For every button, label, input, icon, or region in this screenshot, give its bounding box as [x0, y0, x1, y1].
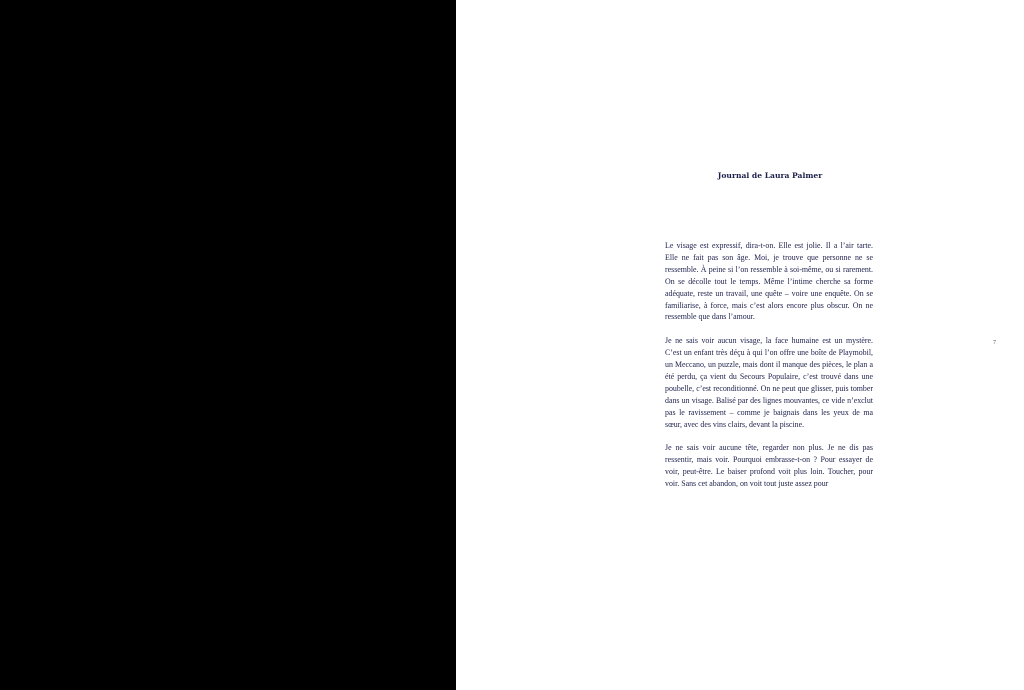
- document-title: Journal de Laura Palmer: [717, 171, 823, 180]
- paragraph-2: Je ne sais voir aucun visage, la face humaine est un mystère. C’est un enfant très déçu à qui l’on offre une boîte de Playmobil, un Meccano, un puzzle, mais dont il manque des pièces, le plan a été perdu, ça vient du Secours Populaire, c’est trouvé dans une poubelle, c’est reconditionné. On ne peut que glisser, puis tomber dans un visage. Balisé par des lignes mouvantes, ce vide n’exclut pas le ravissement – comme je baignais dans les yeux de ma sœur, avec des vins clairs, devant la piscine.: [665, 336, 873, 429]
- left-page-black: [0, 0, 456, 690]
- right-page: [456, 0, 1024, 690]
- paragraph-1: Le visage est expressif, dira-t-on. Elle est jolie. Il a l’air tarte. Elle ne fait pas son âge. Moi, je trouve que personne ne se ressemble. À peine si l’on ressemble à soi-même, ou si rarement. On se décolle tout le temps. Même l’intime cherche sa forme adéquate, reste un travail, une quête – voire une enquête. On se familiarise, à force, mais c’est alors encore plus obscur. On ne ressemble que dans l’amour.: [665, 241, 873, 322]
- body-text: [665, 240, 873, 502]
- page-number: 7: [993, 340, 996, 346]
- paragraph-3: Je ne sais voir aucune tête, regarder non plus. Je ne dis pas ressentir, mais voir. Pourquoi embrasse-t-on ? Pour essayer de voir, peut-être. Le baiser profond voit plus loin. Toucher, pour voir. Sans cet abandon, on voit tout juste assez pour: [665, 443, 873, 489]
